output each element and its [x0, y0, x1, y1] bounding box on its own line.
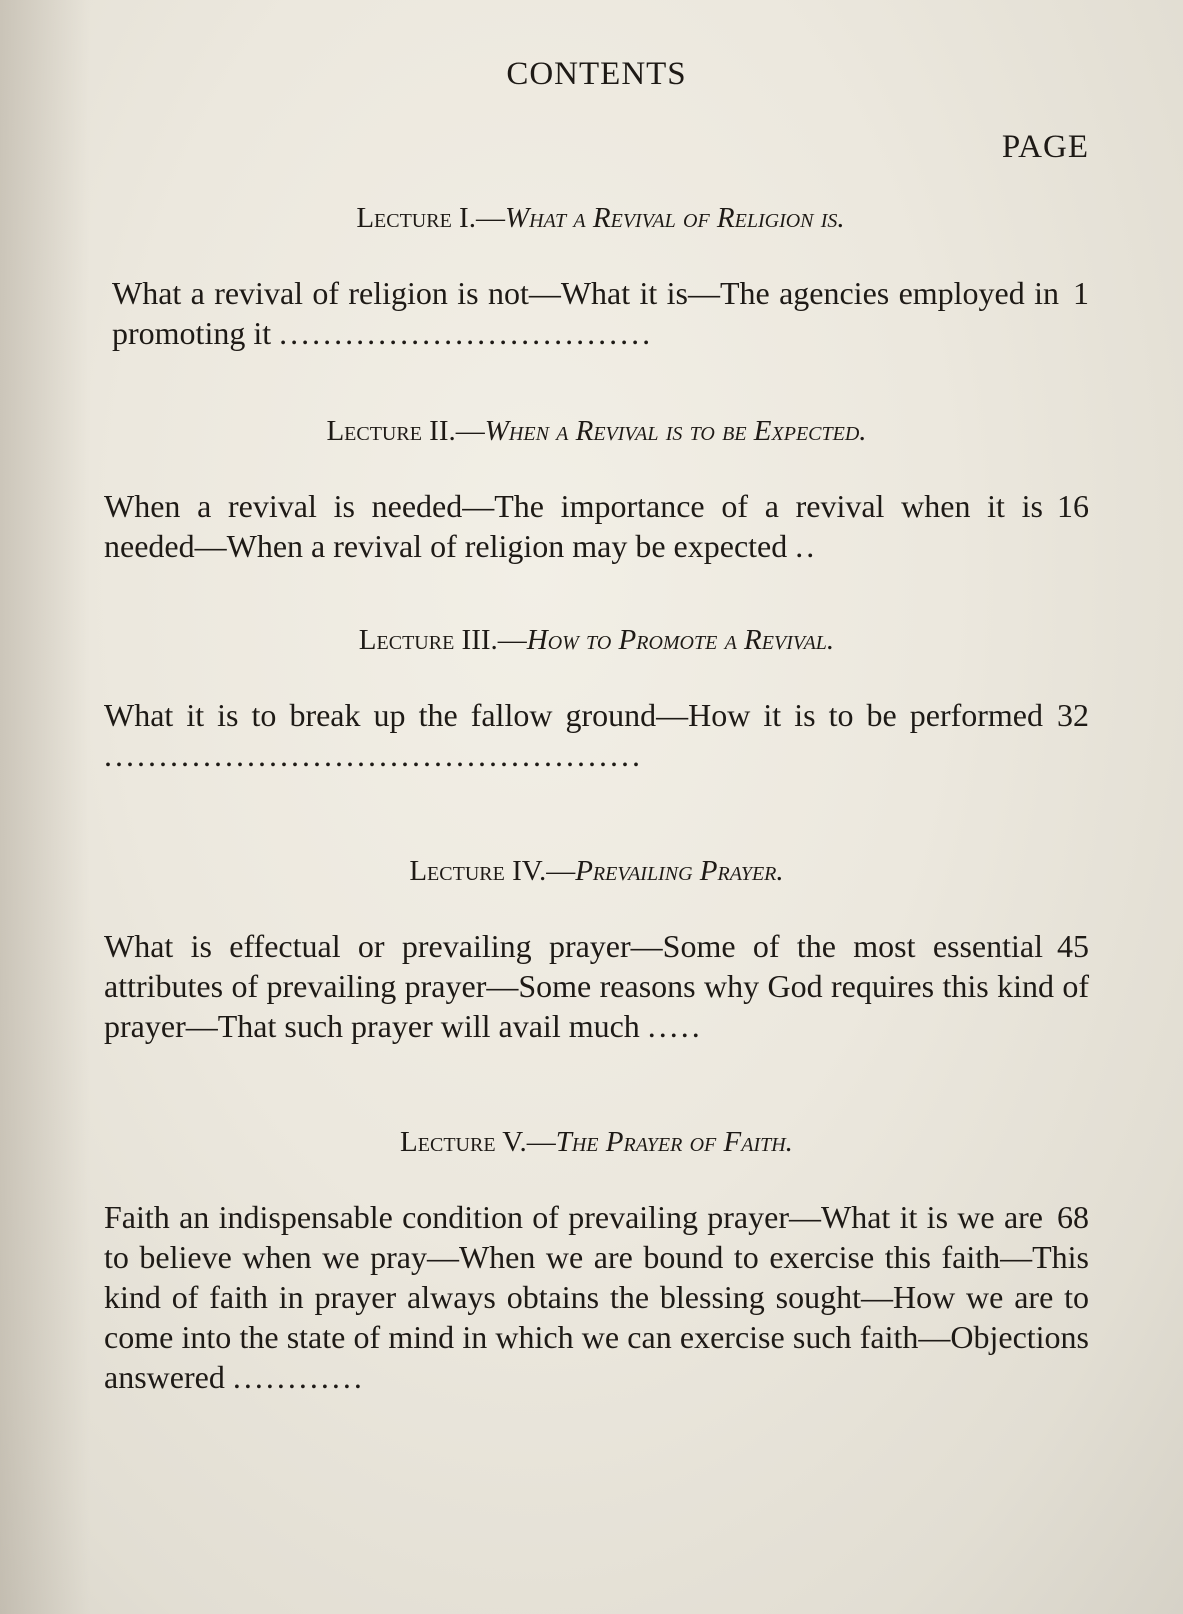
page-gutter-shadow [0, 0, 90, 1614]
summary-text: When a revival is needed—The importance of a revival when it is needed—When a revival of religion may be expected [104, 488, 1043, 564]
page-number: 16 [1057, 488, 1089, 524]
page-number: 32 [1057, 697, 1089, 733]
lecture-number: Lecture V.— [400, 1126, 556, 1158]
lecture-entry [112, 202, 1089, 353]
lecture-entry [104, 624, 1089, 775]
lecture-number: Lecture IV.— [409, 855, 576, 887]
lecture-entry [104, 415, 1089, 566]
lecture-number: Lecture II.— [326, 415, 485, 447]
lecture-number: Lecture I.— [356, 202, 505, 234]
lecture-heading [112, 202, 1089, 235]
page-number: 45 [1057, 928, 1089, 964]
lecture-number: Lecture III.— [358, 624, 527, 656]
lecture-entry [104, 855, 1089, 1046]
dot-leader: .................................. [279, 315, 654, 351]
page-number: 68 [1057, 1199, 1089, 1235]
lecture-summary [112, 273, 1089, 353]
summary-text: What is effectual or prevailing prayer—Some of the most essential attributes of prevailing prayer—Some reasons why God requires this kind of prayer—That such prayer will avail much [104, 928, 1089, 1044]
lecture-summary [104, 926, 1089, 1046]
lecture-title: What a Revival of Religion is. [504, 202, 845, 234]
page-title: CONTENTS [506, 56, 687, 92]
dot-leader: ..... [647, 1008, 703, 1044]
lecture-summary [104, 486, 1089, 566]
lecture-heading [104, 1126, 1089, 1159]
lecture-title: When a Revival is to be Expected. [484, 415, 867, 447]
lecture-heading [104, 624, 1089, 657]
dot-leader: ................................................. [104, 737, 643, 773]
page-column-label: PAGE [1001, 129, 1089, 165]
summary-text: What it is to break up the fallow ground—How it is to be performed [104, 697, 1043, 733]
lecture-title: Prevailing Prayer. [575, 855, 784, 887]
dot-leader: ............ [232, 1359, 365, 1395]
dot-leader: .. [795, 528, 818, 564]
lecture-summary [104, 1197, 1089, 1397]
lecture-summary [104, 695, 1089, 775]
summary-text: What a revival of religion is not—What it is—The agencies employed in promoting it [112, 275, 1059, 351]
lecture-title: The Prayer of Faith. [555, 1126, 793, 1158]
lecture-entry [104, 1126, 1089, 1397]
summary-text: Faith an indispensable condition of prevailing prayer—What it is we are to believe when we pray—When we are bound to exercise this faith—This kind of faith in prayer always obtains the blessing sought—How we are to come into the state of mind in which we can exercise such faith—Objections answered [104, 1199, 1089, 1395]
lecture-title: How to Promote a Revival. [526, 624, 835, 656]
page-number: 1 [1073, 275, 1089, 311]
lecture-heading [104, 415, 1089, 448]
contents-section [104, 56, 1089, 1449]
lecture-heading [104, 855, 1089, 888]
